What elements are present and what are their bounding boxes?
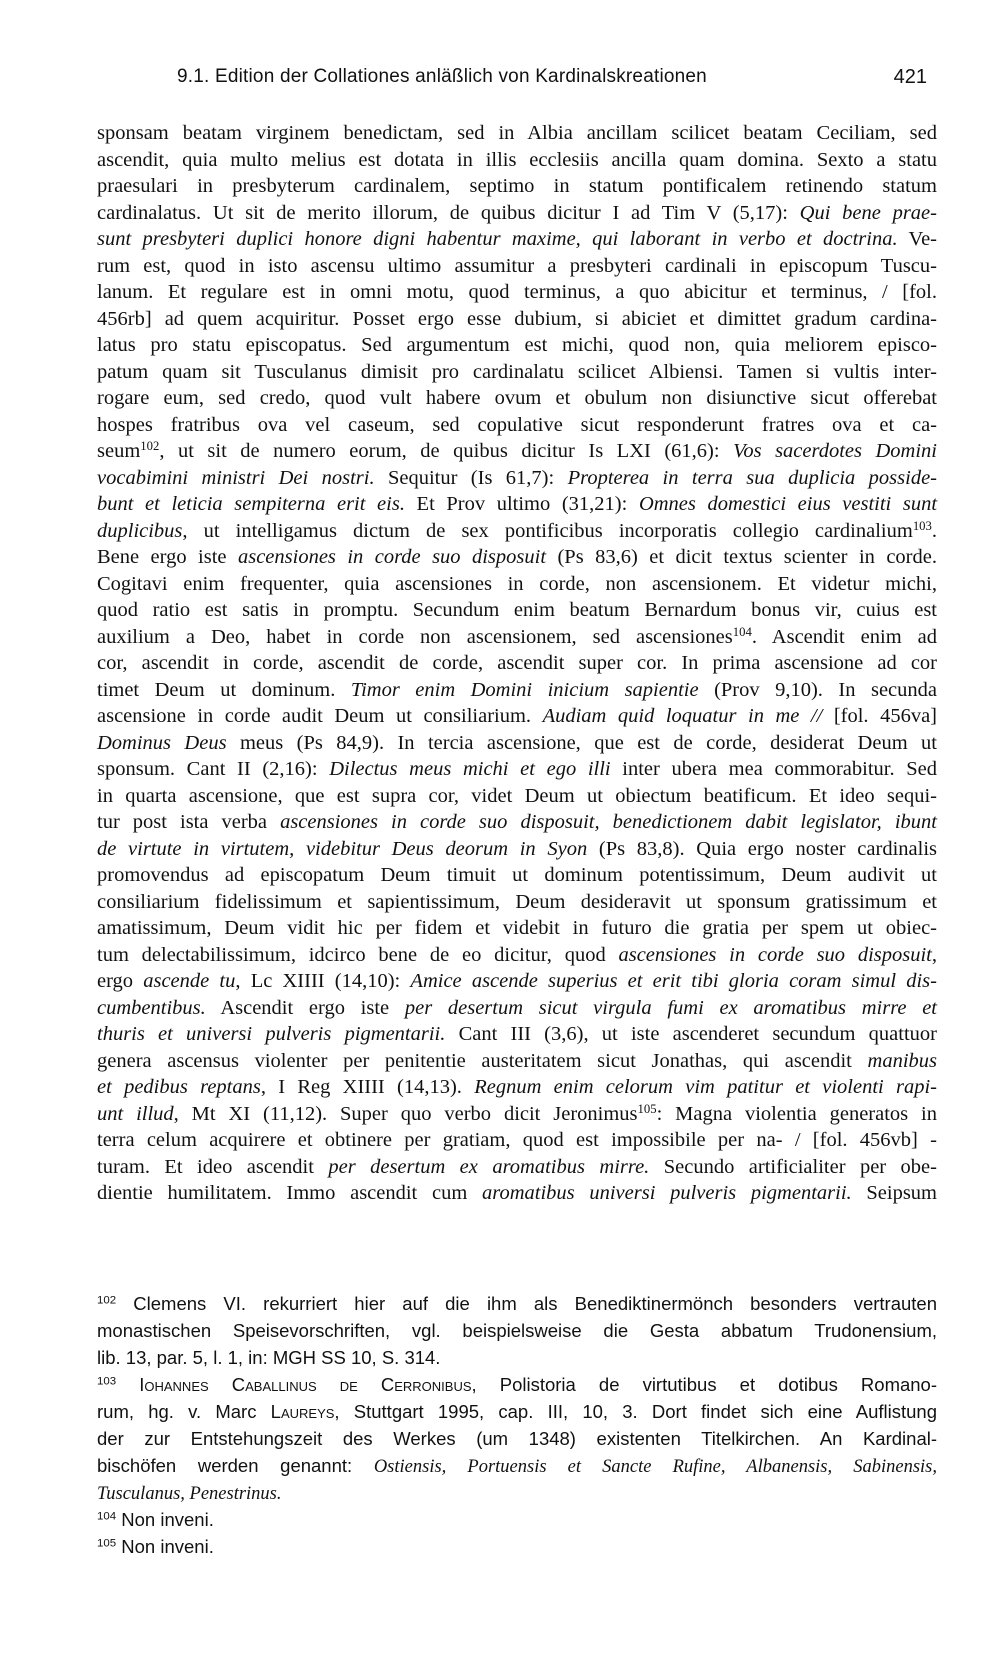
running-head bbox=[97, 66, 937, 96]
text-line: tur post ista verba ascensiones in corde suo disposuit, benedictionem dabit legislator, ibunt bbox=[97, 811, 937, 833]
text-line: praesulari in presbyterum cardinalem, septimo in statum pontificalem retinendo statum bbox=[97, 175, 937, 197]
footnote-line: $^{102}$ Clemens VI. rekurriert hier auf die ihm als Benediktinermönch besonders vertrauten bbox=[97, 1293, 937, 1314]
footnote-line: $^{104}$ Non inveni. bbox=[97, 1509, 214, 1530]
footnote-line: lib. 13, par. 5, l. 1, in: MGH SS 10, S. 314. bbox=[97, 1347, 441, 1368]
footnote-line: Tusculanus, Penestrinus. bbox=[97, 1484, 282, 1504]
footnote-line: monastischen Speisevorschriften, vgl. beispielsweise die Gesta abbatum Trudonensium, bbox=[97, 1320, 937, 1341]
text-line: consiliarium fidelissimum et sapientissimum, Deum desideravit ut sponsum gratissimum et bbox=[97, 890, 937, 913]
text-line: auxilium a Deo, habet in corde non ascensionem, sed ascensiones$^{104}$. Ascendit enim ad bbox=[97, 624, 937, 648]
text-line: terra celum acquirere et obtinere per gratiam, quod est impossibile per na- / [fol. 456vb] - bbox=[97, 1129, 937, 1151]
text-line: sponsum. Cant II (2,16): Dilectus meus michi et ego illi inter ubera mea commorabitur. Sed bbox=[97, 758, 937, 780]
text-line: cor, ascendit in corde, ascendit de corde, ascendit super cor. In prima ascensione ad cor bbox=[97, 652, 937, 674]
text-line: genera ascensus violenter per penitentie austeritatem sicut Jonathas, qui ascendit manibus bbox=[97, 1049, 937, 1072]
running-head-title: 9.1. Edition der Collationes anläßlich von Kardinalskreationen bbox=[177, 66, 707, 87]
text-line: lanum. Et regulare est in omni motu, quod terminus, a quo abicitur et terminus, / [fol. bbox=[97, 281, 937, 303]
text-line: ascensione in corde audit Deum ut consiliarium. Audiam quid loquatur in me // [fol. 456va] bbox=[97, 705, 938, 727]
text-line: hospes fratribus ova vel caseum, sed copulative sicut responderunt fratres ova et ca- bbox=[97, 413, 937, 436]
text-line: Bene ergo iste ascensiones in corde suo disposuit (Ps 83,6) et dicit textus scienter in corde. bbox=[97, 546, 937, 568]
text-line: vocabimini ministri Dei nostri. Sequitur (Is 61,7): Propterea in terra sua duplicia posside- bbox=[97, 466, 937, 489]
text-line: patum quam sit Tusculanus dimisit pro cardinalatu scilicet Albiensi. Tamen si vultis inter- bbox=[97, 360, 937, 383]
footnote-line: bischöfen werden genannt: Ostiensis, Portuensis et Sancte Rufine, Albanensis, Sabinensis, bbox=[97, 1455, 937, 1477]
text-line: timet Deum ut dominum. Timor enim Domini inicium sapientie (Prov 9,10). In secunda bbox=[97, 678, 937, 701]
text-line: Cogitavi enim frequenter, quia ascensiones in corde, non ascensionem. Et videtur michi, bbox=[97, 572, 937, 595]
text-line: 456rb] ad quem acquiritur. Posset ergo esse dubium, si abiciet et dimittet gradum cardina- bbox=[97, 307, 937, 330]
footnote-line: $^{105}$ Non inveni. bbox=[97, 1536, 214, 1557]
text-line: amatissimum, Deum vidit hic per fidem et videbit in futuro die gratia per spem ut obiec- bbox=[97, 917, 937, 939]
page-number: 421 bbox=[893, 66, 927, 88]
text-line: in quarta ascensione, que est supra cor, videt Deum ut obiectum beatificum. Et ideo sequi- bbox=[97, 784, 937, 807]
text-line: sunt presbyteri duplici honore digni habentur maxime, qui laborant in verbo et doctrina. Ve- bbox=[97, 228, 937, 250]
footnote-line: der zur Entstehungszeit des Werkes (um 1348) existenten Titelkirchen. An Kardinal- bbox=[97, 1428, 937, 1449]
text-line: quod ratio est satis in promptu. Secundum enim beatum Bernardum bonus vir, cuius est bbox=[97, 599, 937, 621]
text-line: turam. Et ideo ascendit per desertum ex aromatibus mirre. Secundo artificialiter per obe- bbox=[97, 1155, 937, 1178]
text-line: latus pro statu episcopatus. Sed argumentum est michi, quod non, quia meliorem episco- bbox=[97, 334, 937, 356]
text-line: seum$^{102}$, ut sit de numero eorum, de quibus dicitur Is LXI (61,6): Vos sacerdotes Domini bbox=[97, 439, 937, 462]
footnote-line: $^{103}$ Iohannes Caballinus de Cerronibus, Polistoria de virtutibus et dotibus Romano- bbox=[97, 1374, 938, 1395]
text-line: sponsam beatam virginem benedictam, sed in Albia ancillam scilicet beatam Ceciliam, sed bbox=[97, 122, 937, 144]
text-line: duplicibus, ut intelligamus dictum de sex pontificibus incorporatis collegio cardinalium$^{103}$. bbox=[97, 518, 937, 542]
text-line: rogare eum, sed credo, quod vult habere ovum et obulum non disiunctive sicut offerebat bbox=[97, 387, 937, 409]
text-line: unt illud, Mt XI (11,12). Super quo verbo dicit Jeronimus$^{105}$: Magna violentia generatos in bbox=[97, 1101, 937, 1125]
text-line: Dominus Deus meus (Ps 84,9). In tercia ascensione, que est de corde, desiderat Deum ut bbox=[97, 731, 937, 754]
text-line: thuris et universi pulveris pigmentarii. Cant III (3,6), ut iste ascenderet secundum quattuor bbox=[97, 1023, 937, 1045]
text-line: promovendus ad episcopatum Deum timuit ut dominum potentissimum, Deum audivit ut bbox=[97, 864, 937, 886]
footnotes bbox=[97, 1290, 937, 1560]
text-line: cumbentibus. Ascendit ergo iste per desertum sicut virgula fumi ex aromatibus mirre et bbox=[97, 996, 938, 1019]
text-line: tum delectabilissimum, idcirco bene de eo dicitur, quod ascensiones in corde suo disposuit, bbox=[97, 943, 937, 966]
text-line: ascendit, quia multo melius est dotata in illis ecclesiis ancilla quam domina. Sexto a statu bbox=[97, 148, 937, 171]
footnote-line: rum, hg. v. Marc Laureys, Stuttgart 1995, cap. III, 10, 3. Dort findet sich eine Auflistung bbox=[97, 1401, 937, 1422]
text-line: cardinalatus. Ut sit de merito illorum, de quibus dicitur I ad Tim V (5,17): Qui bene prae- bbox=[97, 201, 937, 224]
text-line: rum est, quod in isto ascensu ultimo assumitur a presbyteri cardinali in episcopum Tuscu- bbox=[97, 254, 937, 277]
main-text bbox=[97, 120, 937, 1207]
text-line: bunt et leticia sempiterna erit eis. Et Prov ultimo (31,21): Omnes domestici eius vestiti sunt bbox=[97, 493, 938, 515]
text-line: et pedibus reptans, I Reg XIIII (14,13). Regnum enim celorum vim patitur et violenti rapi- bbox=[97, 1076, 938, 1098]
text-line: ergo ascende tu, Lc XIIII (14,10): Amice ascende superius et erit tibi gloria coram simul dis- bbox=[97, 970, 937, 992]
text-line: dientie humilitatem. Immo ascendit cum aromatibus universi pulveris pigmentarii. Seipsum bbox=[97, 1182, 937, 1204]
text-line: de virtute in virtutem, videbitur Deus deorum in Syon (Ps 83,8). Quia ergo noster cardinalis bbox=[97, 837, 937, 860]
